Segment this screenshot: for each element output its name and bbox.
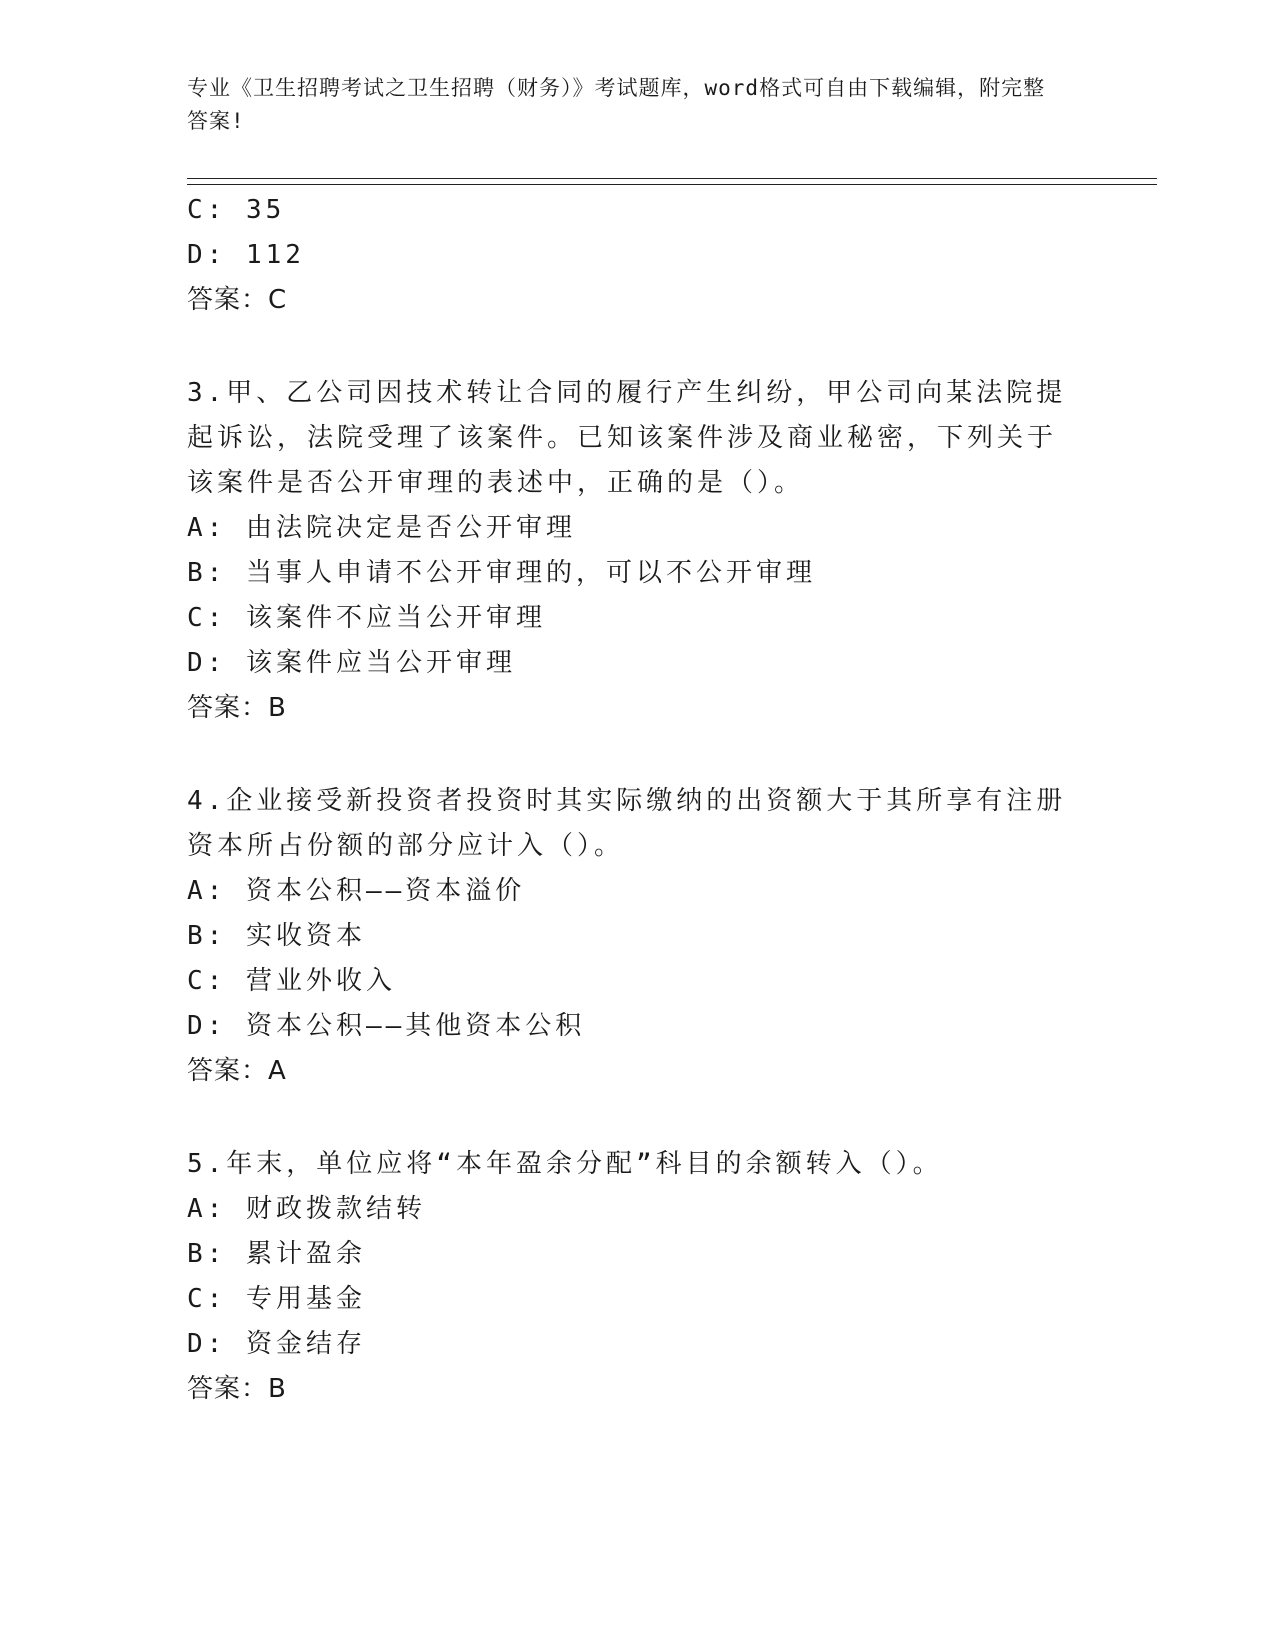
question-stem: 3.甲、乙公司因技术转让合同的履行产生纠纷，甲公司向某法院提起诉讼，法院受理了该案件。已知该案件涉及商业秘密，下列关于该案件是否公开审理的表述中，正确的是（）。 <box>187 378 1067 498</box>
option-d: D: 资本公积——其他资本公积 <box>187 1011 586 1041</box>
question-stem: 4.企业接受新投资者投资时其实际缴纳的出资额大于其所享有注册资本所占份额的部分应计入（）。 <box>187 786 1067 861</box>
header-divider <box>187 178 1157 185</box>
option-d: D: 112 <box>187 240 305 270</box>
option-d: D: 资金结存 <box>187 1329 366 1359</box>
option-a: A: 资本公积——资本溢价 <box>187 876 526 906</box>
option-b: B: 实收资本 <box>187 921 366 951</box>
question-4 <box>187 779 1067 1094</box>
question-5 <box>187 1142 1067 1412</box>
option-a: A: 财政拨款结转 <box>187 1194 426 1224</box>
question-3 <box>187 371 1067 731</box>
option-c: C: 35 <box>187 195 286 225</box>
option-d: D: 该案件应当公开审理 <box>187 648 516 678</box>
answer: 答案：B <box>187 693 287 723</box>
answer: 答案：C <box>187 285 288 315</box>
answer: 答案：B <box>187 1374 287 1404</box>
option-b: B: 当事人申请不公开审理的，可以不公开审理 <box>187 558 816 588</box>
question-stem: 5.年末，单位应将“本年盈余分配”科目的余额转入（）。 <box>187 1149 943 1179</box>
continued-question <box>187 188 1067 323</box>
option-c: C: 专用基金 <box>187 1284 366 1314</box>
option-a: A: 由法院决定是否公开审理 <box>187 513 576 543</box>
option-c: C: 该案件不应当公开审理 <box>187 603 546 633</box>
answer: 答案：A <box>187 1056 287 1086</box>
option-b: B: 累计盈余 <box>187 1239 366 1269</box>
question-list <box>187 188 1067 1412</box>
page-header: 专业《卫生招聘考试之卫生招聘（财务）》考试题库，word格式可自由下载编辑，附完整答案! <box>187 76 1046 133</box>
option-c: C: 营业外收入 <box>187 966 396 996</box>
